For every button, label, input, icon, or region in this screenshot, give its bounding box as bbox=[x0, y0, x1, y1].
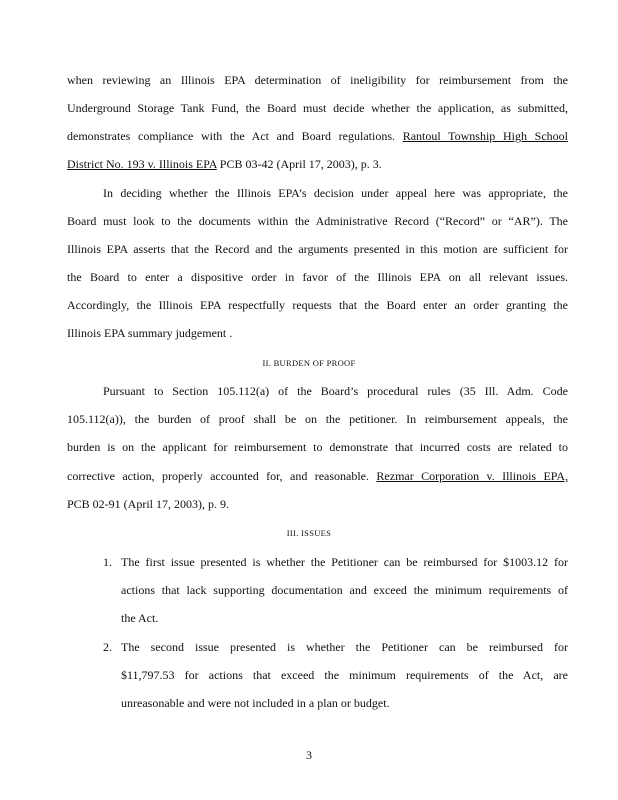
body-text-line bbox=[67, 469, 568, 483]
body-text-line: $11,797.53 for actions that exceed the minimum requirements of the Act, are bbox=[121, 668, 568, 682]
body-text-line: Illinois EPA summary judgement . bbox=[67, 326, 233, 340]
section-heading: II. BURDEN OF PROOF bbox=[262, 358, 356, 368]
body-text-line: Pursuant to Section 105.112(a) of the Board’s procedural rules (35 Ill. Adm. Code bbox=[103, 384, 568, 398]
body-text-line: Accordingly, the Illinois EPA respectfully requests that the Board enter an order granting the bbox=[67, 298, 568, 312]
page-number: 3 bbox=[306, 748, 312, 762]
body-text-line: Underground Storage Tank Fund, the Board must decide whether the application, as submitted, bbox=[67, 101, 568, 115]
body-text: corrective action, properly accounted for, and reasonable. bbox=[67, 469, 370, 483]
case-citation: District No. 193 v. Illinois EPA bbox=[67, 157, 217, 171]
body-text-line: PCB 02-91 (April 17, 2003), p. 9. bbox=[67, 497, 229, 511]
body-text-line: In deciding whether the Illinois EPA’s decision under appeal here was appropriate, the bbox=[103, 186, 568, 200]
section-heading: III. ISSUES bbox=[286, 528, 332, 538]
body-text: PCB 03-42 (April 17, 2003), p. 3. bbox=[219, 157, 382, 171]
body-text-line: The second issue presented is whether the Petitioner can be reimbursed for bbox=[121, 640, 568, 654]
body-text-line: Illinois EPA asserts that the Record and the arguments presented in this motion are sufficient for bbox=[67, 242, 568, 256]
body-text-line: the Board to enter a dispositive order in favor of the Illinois EPA on all relevant issues. bbox=[67, 270, 568, 284]
body-text-line bbox=[67, 157, 568, 171]
body-text-line: Board must look to the documents within the Administrative Record (“Record” or “AR”). The bbox=[67, 214, 568, 228]
body-text-line: when reviewing an Illinois EPA determination of ineligibility for reimbursement from the bbox=[67, 73, 568, 87]
body-text-line: burden is on the applicant for reimbursement to demonstrate that incurred costs are related to bbox=[67, 440, 568, 454]
body-text-line: the Act. bbox=[121, 611, 159, 625]
body-text: demonstrates compliance with the Act and Board regulations. bbox=[67, 129, 395, 143]
case-citation: Rezmar Corporation v. Illinois EPA, bbox=[376, 469, 569, 483]
body-text-line: The first issue presented is whether the Petitioner can be reimbursed for $1003.12 for bbox=[121, 555, 568, 569]
case-citation: Rantoul Township High School bbox=[402, 129, 568, 143]
list-number: 1. bbox=[103, 555, 112, 569]
body-text-line: 105.112(a)), the burden of proof shall be on the petitioner. In reimbursement appeals, the bbox=[67, 412, 568, 426]
body-text-line: actions that lack supporting documentation and exceed the minimum requirements of bbox=[121, 583, 568, 597]
body-text-line bbox=[67, 129, 568, 143]
body-text-line: unreasonable and were not included in a plan or budget. bbox=[121, 696, 390, 710]
list-number: 2. bbox=[103, 640, 112, 654]
